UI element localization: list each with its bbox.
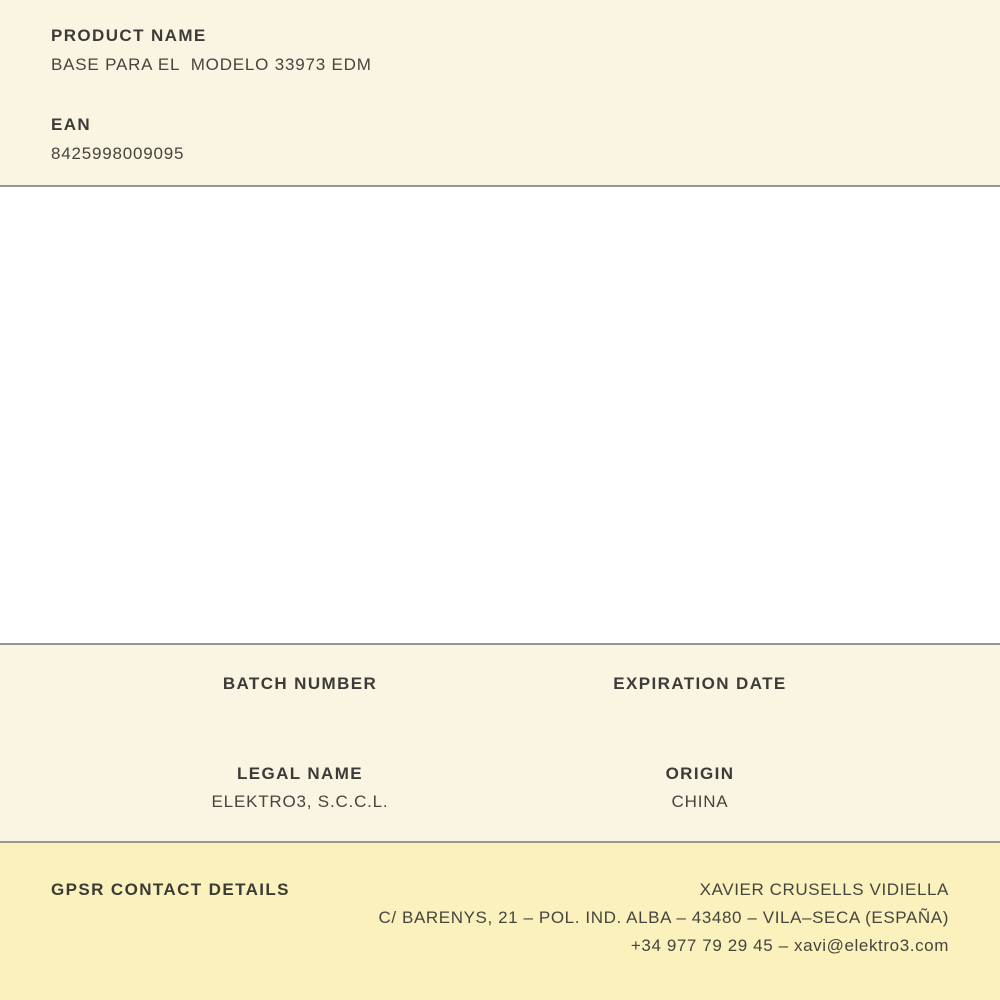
product-name-field bbox=[51, 25, 949, 76]
legal-name-value: ELEKTRO3, S.C.C.L. bbox=[211, 792, 389, 811]
gpsr-contact-block bbox=[378, 876, 949, 960]
ean-field bbox=[51, 114, 949, 165]
gpsr-contact-phone-email: +34 977 79 29 45 – xavi@elektro3.com bbox=[630, 936, 949, 955]
batch-number-value bbox=[100, 702, 500, 722]
expiration-date-label: EXPIRATION DATE bbox=[613, 674, 787, 693]
legal-name-field bbox=[100, 764, 500, 812]
product-info-section bbox=[0, 0, 1000, 185]
gpsr-section bbox=[0, 843, 1000, 1000]
product-image-area bbox=[0, 185, 1000, 645]
expiration-date-value bbox=[500, 702, 900, 722]
expiration-date-field bbox=[500, 674, 900, 722]
ean-value: 8425998009095 bbox=[51, 144, 185, 163]
batch-number-field bbox=[100, 674, 500, 722]
legal-name-label: LEGAL NAME bbox=[236, 764, 364, 783]
gpsr-heading: GPSR CONTACT DETAILS bbox=[51, 880, 290, 899]
origin-label: ORIGIN bbox=[665, 764, 735, 783]
product-name-value: BASE PARA EL MODELO 33973 EDM bbox=[51, 55, 372, 74]
gpsr-contact-address: C/ BARENYS, 21 – POL. IND. ALBA – 43480 – VILA–SECA (ESPAÑA) bbox=[378, 908, 949, 927]
batch-number-label: BATCH NUMBER bbox=[222, 674, 378, 693]
gpsr-contact-name: XAVIER CRUSELLS VIDIELLA bbox=[699, 880, 949, 899]
details-grid bbox=[100, 674, 900, 812]
details-section bbox=[0, 645, 1000, 843]
origin-field bbox=[500, 764, 900, 812]
product-name-label: PRODUCT NAME bbox=[51, 26, 207, 45]
ean-label: EAN bbox=[51, 115, 92, 134]
origin-value: CHINA bbox=[671, 792, 729, 811]
